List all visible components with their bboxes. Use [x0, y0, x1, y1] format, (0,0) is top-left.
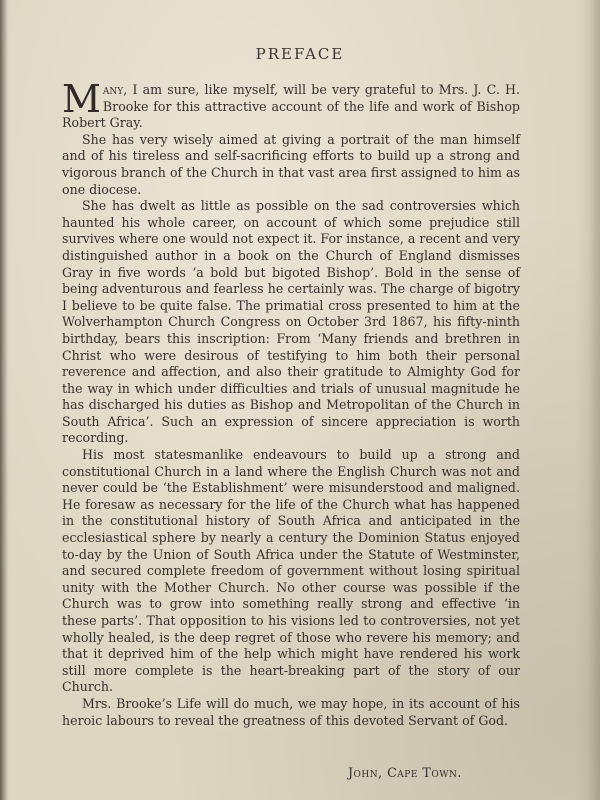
- page-title: PREFACE: [255, 45, 345, 63]
- paragraph-1-text: , I am sure, like myself, will be very grateful to Mrs. J. C. H. Brooke for this attractive account of the life and work of Bishop Robert Gray.: [62, 82, 520, 131]
- drop-cap: M: [62, 77, 101, 121]
- paragraph-4: His most statesmanlike endeavours to build up a strong and constitutional Church in a land where the English Church was not and never could be ‘the Establishment’ were misunderstood and maligned. He foresaw as necessary for the life of the Church what has happened in the constitutional history of South Africa and anticipated in the ecclesiastical sphere by nearly a century the Dominion Status enjoyed to-day by the Union of South Africa under the Statute of Westminster, and secured complete freedom of government without losing spiritual unity with the Mother Church. No other course was possible if the Church was to grow into something really strong and effective ‘in these parts’. That opposition to his visions led to controversies, not yet wholly healed, is the deep regret of those who revere his memory; and that it deprived him of the help which might have rendered his work still more complete is the heart-breaking part of the story of our Church.: [62, 447, 520, 695]
- first-word-small-caps: any: [102, 82, 124, 97]
- paragraph-2: She has very wisely aimed at giving a portrait of the man himself and of his tireless and self-sacrificing efforts to build up a strong and vigorous branch of the Church in that vast area first assigned to him as one diocese.: [62, 131, 520, 197]
- preface-body: [62, 77, 520, 729]
- paragraph-5: Mrs. Brooke’s Life will do much, we may hope, in its account of his heroic labours to reveal the greatness of this devoted Servant of God.: [62, 695, 520, 728]
- paragraph-3: She has dwelt as little as possible on the sad controversies which haunted his whole career, on account of which some prejudice still survives where one would not expect it. For instance, a recent and very distinguished author in a book on the Church of England dismisses Gray in five words ‘a bold but bigoted Bishop’. Bold in the sense of being adventurous and fearless he certainly was. The charge of bigotry I believe to be quite false. The primatial cross presented to him at the Wolverhampton Church Congress on October 3rd 1867, his fifty-ninth birthday, bears this inscription: From ‘Many friends and brethren in Christ who were desirous of testifying to him both their personal reverence and affection, and also their gratitude to Almighty God for the way in which under difficulties and trials of unusual magnitude he has discharged his duties as Bishop and Metropolitan of the Church in South Africa’. Such an expression of sincere appreciation is worth recording.: [62, 198, 520, 446]
- author-signature: John, Cape Town.: [348, 765, 462, 780]
- page-gutter-shadow: [0, 0, 8, 800]
- paragraph-1: [62, 77, 520, 132]
